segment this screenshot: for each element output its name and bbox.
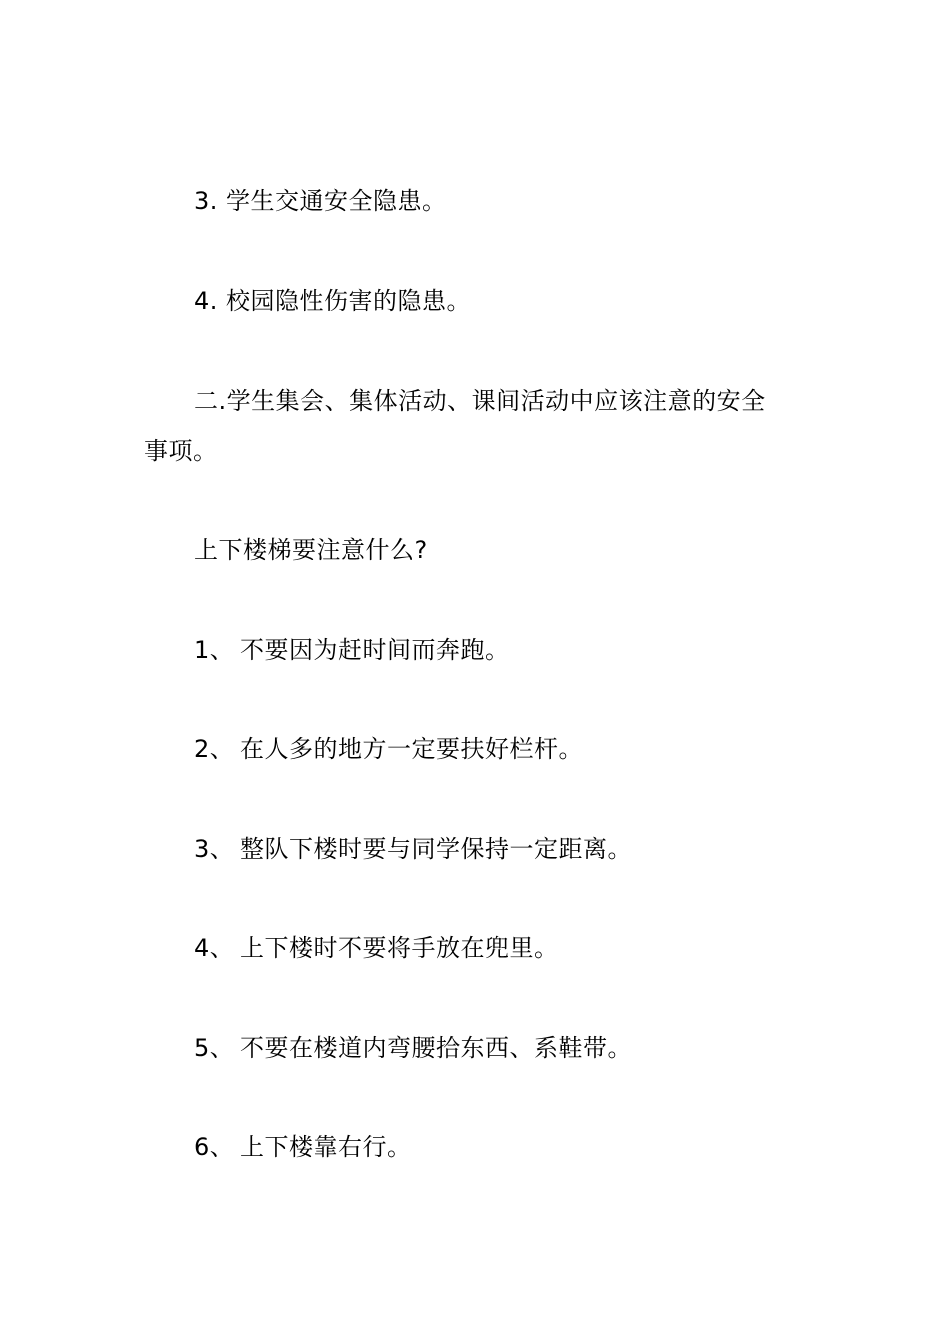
list-item-text: 上下楼时不要将手放在兜里。 bbox=[240, 934, 559, 962]
list-item bbox=[194, 635, 510, 665]
list-item-number: 4、 bbox=[194, 934, 235, 962]
list-item-text: 在人多的地方一定要扶好栏杆。 bbox=[240, 735, 583, 763]
list-item-text: 不要在楼道内弯腰拾东西、系鞋带。 bbox=[240, 1034, 632, 1062]
list-item-number: 2、 bbox=[194, 735, 235, 763]
paragraph-campus-hazard: 4. 校园隐性伤害的隐患。 bbox=[194, 287, 472, 315]
list-item-text: 不要因为赶时间而奔跑。 bbox=[240, 636, 510, 664]
list-item bbox=[194, 734, 583, 764]
section-heading-line2: 事项。 bbox=[144, 437, 218, 465]
list-item bbox=[194, 834, 632, 864]
list-item bbox=[194, 1132, 412, 1162]
section-heading-line1: 二.学生集会、集体活动、课间活动中应该注意的安全 bbox=[194, 387, 766, 415]
list-item-number: 3、 bbox=[194, 835, 235, 863]
list-item-number: 5、 bbox=[194, 1034, 235, 1062]
list-item-text: 上下楼靠右行。 bbox=[240, 1133, 412, 1161]
stairs-question: 上下楼梯要注意什么? bbox=[194, 536, 428, 564]
list-item bbox=[194, 1033, 632, 1063]
list-item bbox=[194, 933, 559, 963]
list-item-text: 整队下楼时要与同学保持一定距离。 bbox=[240, 835, 632, 863]
list-item-number: 6、 bbox=[194, 1133, 235, 1161]
list-item-number: 1、 bbox=[194, 636, 235, 664]
paragraph-traffic-safety: 3. 学生交通安全隐患。 bbox=[194, 187, 447, 215]
